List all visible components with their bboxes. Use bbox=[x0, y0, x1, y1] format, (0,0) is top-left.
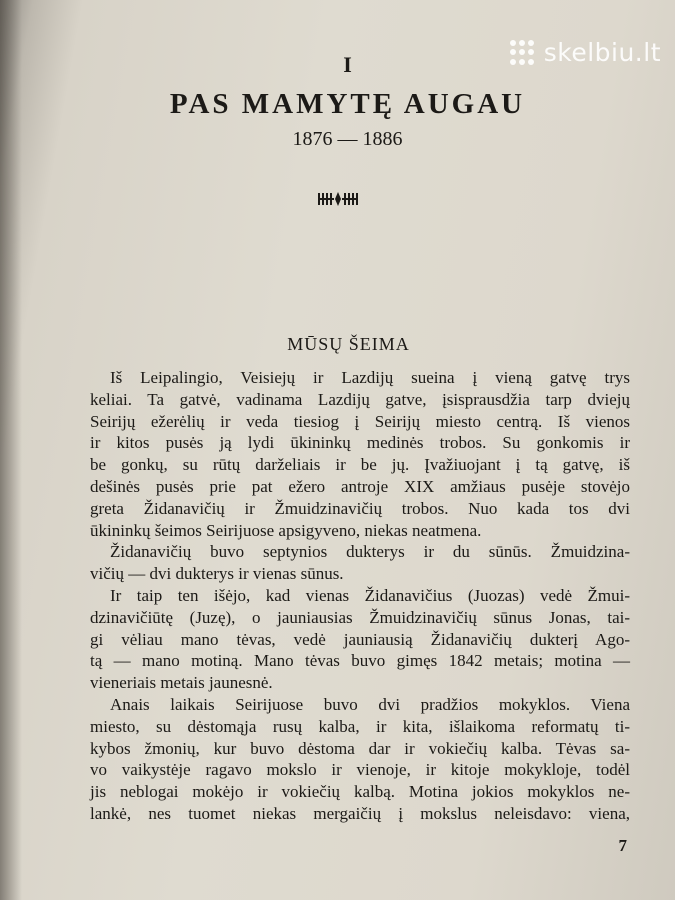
text-line: gi vėliau mano tėvas, vedė jauniausią Židanavičių dukterį Ago- bbox=[90, 629, 630, 649]
text-line: tą — mano motiną. Mano tėvas buvo gimęs 1842 metais; motina — bbox=[90, 651, 630, 671]
text-line: lankė, nes tuomet niekas mergaičių į mokslus neleisdavo: viena, bbox=[90, 803, 630, 823]
text-line: vieneriais metais jaunesnė. bbox=[90, 673, 273, 693]
text-line: Iš Leipalingio, Veisiejų ir Lazdijų sueina į vieną gatvę trys bbox=[110, 368, 630, 387]
chapter-title: PAS MAMYTĘ AUGAU bbox=[169, 88, 526, 120]
text-line: dzinavičiūtę (Juzę), o jauniausias Žmuidzinavičių sūnus Jonas, tai- bbox=[90, 607, 630, 627]
text-line: ir kitos pusės ją lydi ūkininkų medinės trobos. Su gonkomis ir bbox=[90, 433, 630, 453]
text-line: vičių — dvi dukterys ir vienas sūnus. bbox=[90, 564, 344, 584]
text-line: kybos žmonių, kur buvo dėstoma dar ir vokiečių kalba. Tėvas sa- bbox=[90, 738, 630, 758]
text-line: greta Židanavičių ir Žmuidzinavičių trobos. Nuo kada tos dvi bbox=[90, 498, 630, 518]
text-line: dešinės pusės prie pat ežero antroje XIX amžiaus pusėje stovėjo bbox=[90, 476, 630, 496]
text-line: ūkininkų šeimos Seirijuose apsigyveno, niekas neatmena. bbox=[90, 520, 482, 540]
text-line: Seirijų ežerėlių ir veda tiesiog į Seirijų miesto centrą. Iš vienos bbox=[90, 411, 630, 431]
text-line: miesto, su dėstomąja rusų kalba, ir kita, išlaikoma reformatų ti- bbox=[90, 716, 630, 736]
text-line: Ir taip ten išėjo, kad vienas Židanavičius (Juozas) vedė Žmui- bbox=[110, 585, 630, 605]
page-number: 7 bbox=[618, 836, 627, 855]
watermark-text: skelbiu.lt bbox=[543, 38, 661, 67]
text-line: be gonkų, su rūtų darželiais ir be jų. Įvažiuojant į tą gatvę, iš bbox=[90, 455, 630, 475]
chapter-number: I bbox=[343, 52, 352, 77]
body-text bbox=[90, 367, 630, 825]
text-line: jis neblogai mokėjo ir vokiečių kalbą. Motina jokios mokyklos ne- bbox=[90, 782, 630, 802]
decorative-ornament-icon bbox=[318, 189, 358, 209]
text-line: keliai. Ta gatvė, vadinama Lazdijų gatve, įsisprausdžia tarp dviejų bbox=[90, 389, 630, 409]
section-title: MŪSŲ ŠEIMA bbox=[287, 334, 410, 354]
text-line: Židanavičių buvo septynios dukterys ir du sūnūs. Žmuidzina- bbox=[110, 542, 630, 562]
text-line: vo vaikystėje ragavo mokslo ir vienoje, ir kitoje mokykloje, todėl bbox=[90, 760, 630, 780]
text-line: Anais laikais Seirijuose buvo dvi pradžios mokyklos. Viena bbox=[110, 694, 630, 714]
chapter-years: 1876 — 1886 bbox=[292, 128, 403, 150]
